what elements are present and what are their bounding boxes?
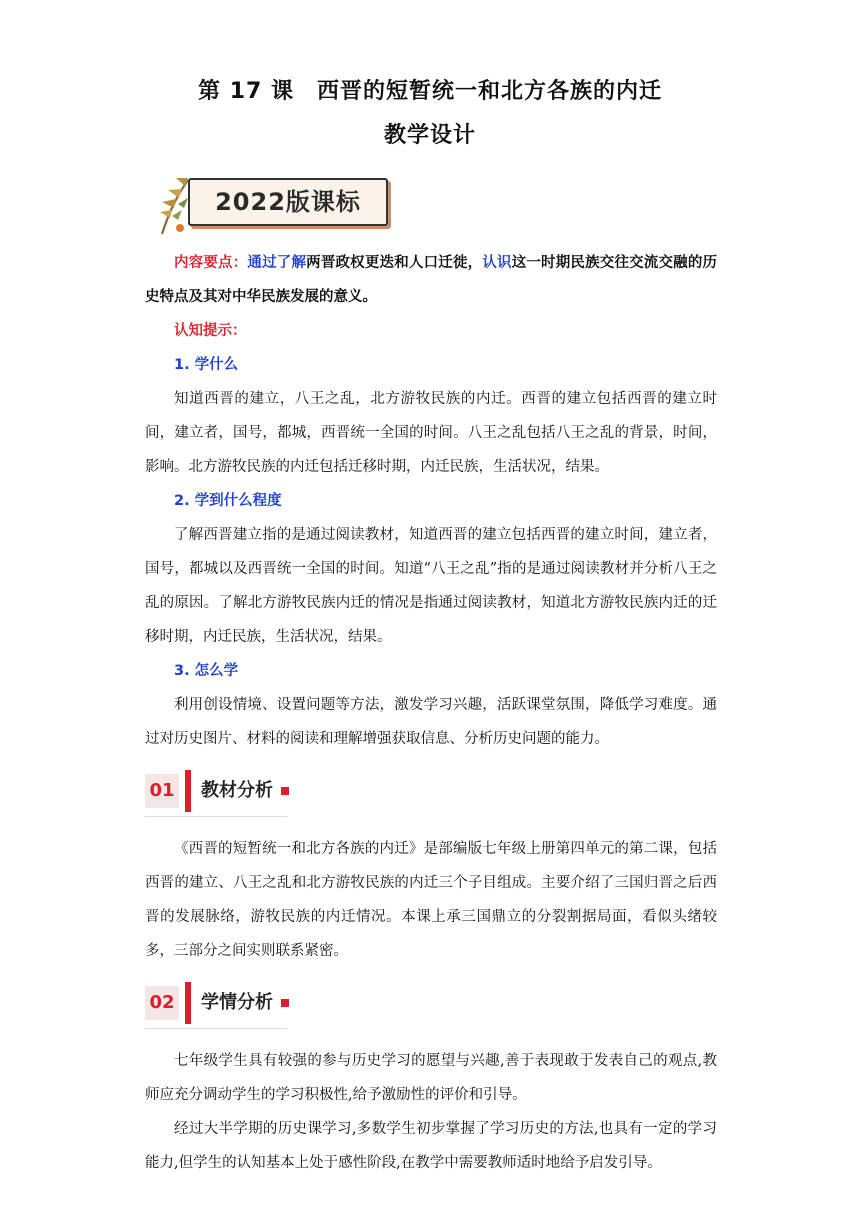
section-number: 01 [145, 774, 179, 808]
content-points-text1: 两晋政权更迭和人口迁徙， [306, 255, 483, 271]
section-heading-degree: 2. 学到什么程度 [174, 493, 282, 509]
square-bullet-icon [281, 999, 289, 1007]
section-number: 02 [145, 986, 179, 1020]
section-underline [145, 816, 287, 817]
section-body-degree: 了解西晋建立指的是通过阅读教材，知道西晋的建立包括西晋的建立时间，建立者，国号，都城以及西晋统一全国的时间。知道“八王之乱”指的是通过阅读教材并分析八王之乱的原因。了解北方游牧民族内迁的情况是指通过阅读教材，知道北方游牧民族内迁的迁移时期，内迁民族，生活状况，结果。 [145, 527, 717, 645]
section-accent-bar [185, 982, 191, 1024]
main-content [145, 246, 717, 1180]
section-heading-what: 1. 学什么 [174, 357, 239, 373]
cognition-label: 认知提示： [174, 323, 247, 339]
student-analysis-body-2: 经过大半学期的历史课学习,多数学生初步掌握了学习历史的方法,也具有一定的学习能力,但学生的认知基本上处于感性阶段,在教学中需要教师适时地给予启发引导。 [145, 1121, 717, 1171]
section-header-textbook-analysis [145, 770, 717, 812]
section-title: 教材分析 [201, 774, 289, 808]
banner-label: 2022版课标 [215, 188, 361, 216]
lesson-title: 第 17 课 西晋的短暂统一和北方各族的内迁 [198, 79, 662, 104]
section-underline [145, 1028, 287, 1029]
content-points-label: 内容要点： [174, 255, 248, 271]
curriculum-banner [152, 172, 392, 238]
content-points-verb1: 通过了解 [247, 255, 307, 271]
content-points-text2: 这一时期民族交往交流交融的历史特点及其对中华民族发展的意义。 [145, 255, 718, 305]
student-analysis-body-1: 七年级学生具有较强的参与历史学习的愿望与兴趣,善于表现敢于发表自己的观点,教师应充分调动学生的学习积极性,给予激励性的评价和引导。 [145, 1053, 717, 1103]
section-body-what: 知道西晋的建立，八王之乱，北方游牧民族的内迁。西晋的建立包括西晋的建立时间，建立者，国号，都城，西晋统一全国的时间。八王之乱包括八王之乱的背景，时间，影响。北方游牧民族的内迁包括迁移时期，内迁民族，生活状况，结果。 [145, 391, 717, 475]
section-heading-how: 3. 怎么学 [174, 663, 239, 679]
section-body-how: 利用创设情境、设置问题等方法，激发学习兴趣，活跃课堂氛围，降低学习难度。通过对历史图片、材料的阅读和理解增强获取信息、分析历史问题的能力。 [145, 697, 717, 747]
content-points-verb2: 认识 [482, 255, 512, 271]
lesson-subtitle: 教学设计 [383, 123, 476, 148]
section-accent-bar [185, 770, 191, 812]
section-title: 学情分析 [201, 986, 289, 1020]
textbook-analysis-body: 《西晋的短暂统一和北方各族的内迁》是部编版七年级上册第四单元的第二课，包括西晋的建立、八王之乱和北方游牧民族的内迁三个子目组成。主要介绍了三国归晋之后西晋的发展脉络，游牧民族的内迁情况。本课上承三国鼎立的分裂割据局面，看似头绪较多，三部分之间实则联系紧密。 [145, 841, 717, 959]
section-header-student-analysis [145, 982, 717, 1024]
content-points-paragraph [145, 246, 717, 314]
banner-box [188, 178, 388, 226]
square-bullet-icon [281, 787, 289, 795]
